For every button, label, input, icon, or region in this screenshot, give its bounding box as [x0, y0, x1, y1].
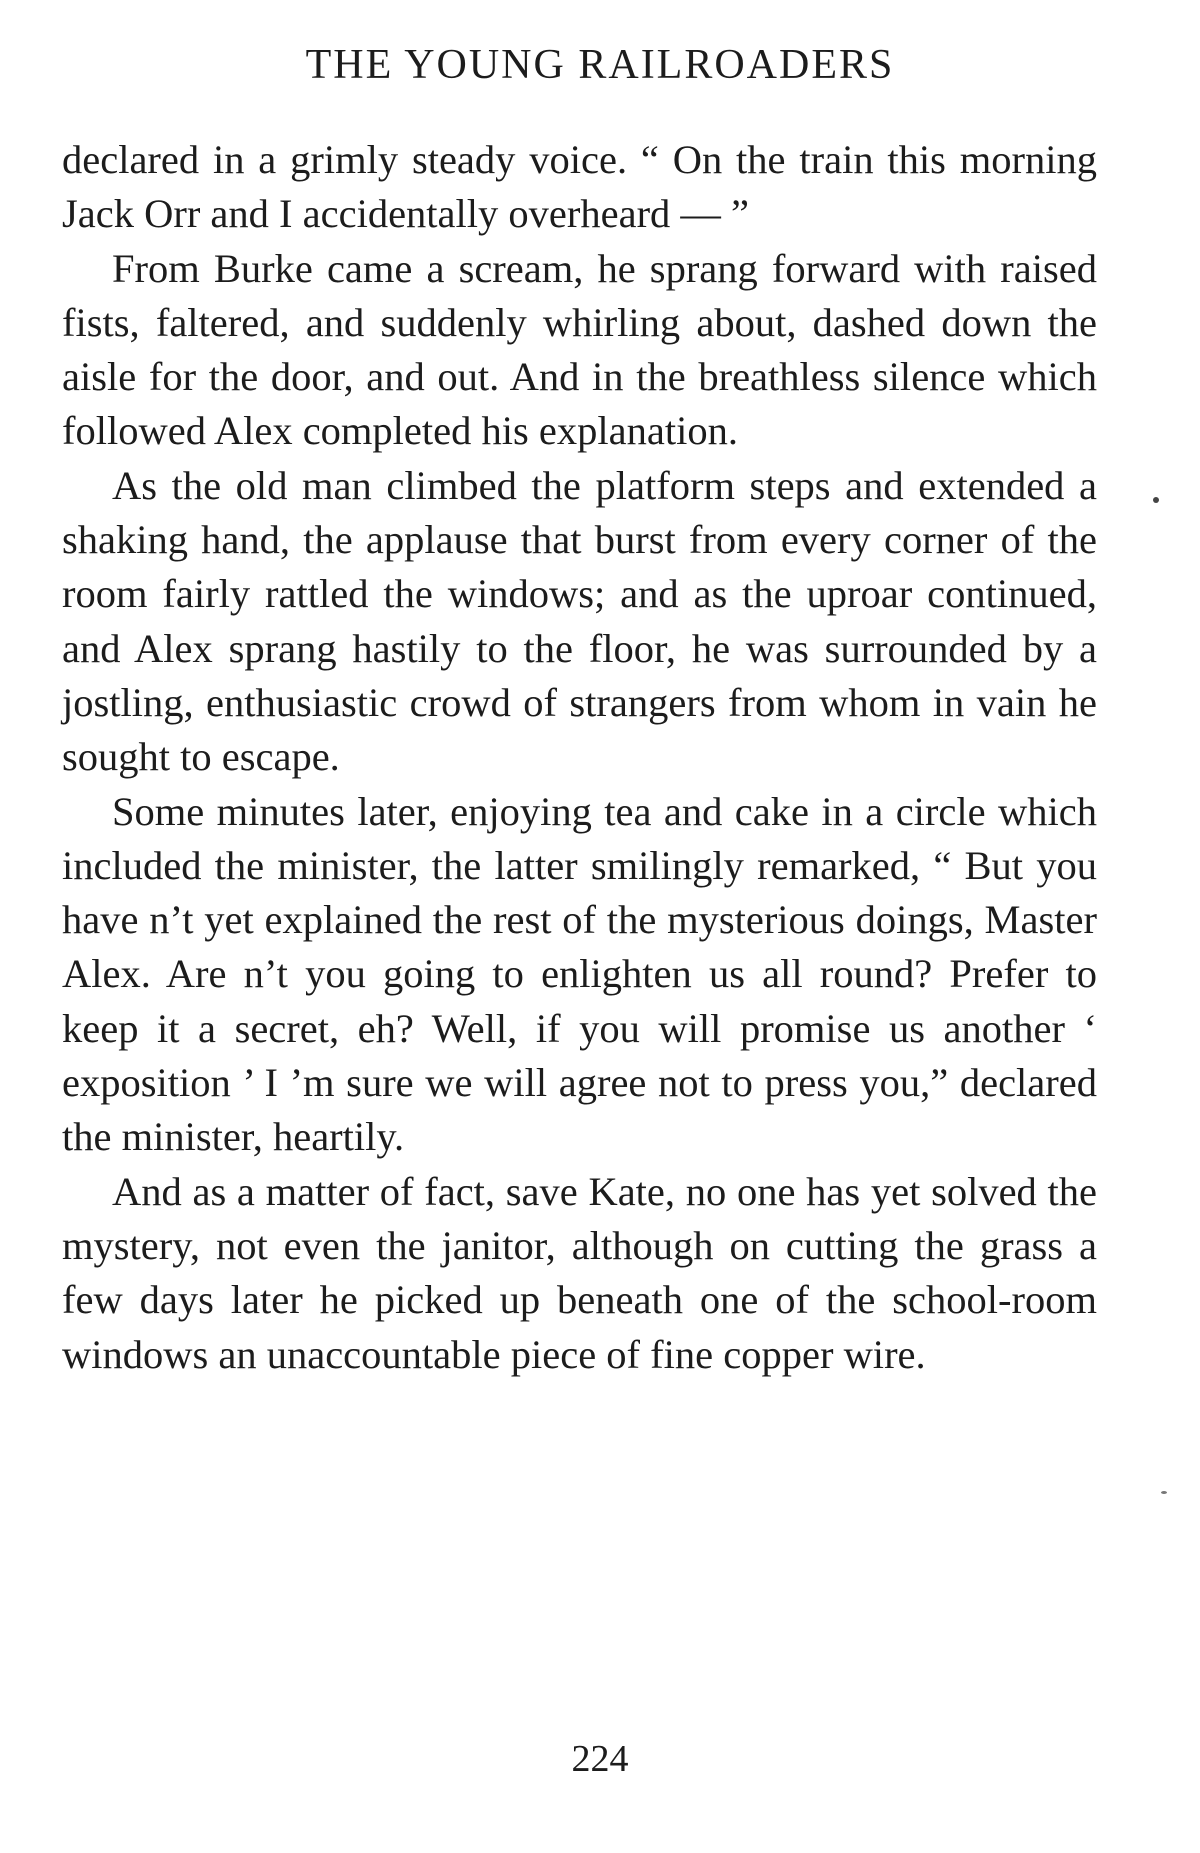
paragraph: Some minutes later, enjoying tea and cake in a circle which included the minister, the latter smilingly remarked, “ But you have n’t yet explained the rest of the mysterious doings, Master Alex. Are n’t you going to enlighten us all round? Prefer to keep it a secret, eh? Well, if you will promise us another ‘ exposition ’ I ’m sure we will agree not to press you,” declared the minister, heartily. — [62, 788, 1097, 1160]
paragraph-continued: declared in a grimly steady voice. “ On the train this morning Jack Orr and I accidentally overheard — ” — [62, 137, 1097, 237]
running-head: THE YOUNG RAILROADERS — [305, 42, 895, 88]
ink-speck — [1161, 1491, 1167, 1494]
page-number: 224 — [571, 1738, 629, 1780]
ink-speck — [1153, 497, 1159, 503]
paragraph: From Burke came a scream, he sprang forward with raised fists, faltered, and suddenly whirling about, dashed down the aisle for the door, and out. And in the breathless silence which followed Alex completed his explanation. — [62, 245, 1097, 454]
paragraph: And as a matter of fact, save Kate, no one has yet solved the mystery, not even the janitor, although on cutting the grass a few days later he picked up beneath one of the school-room windows an unaccountable piece of fine copper wire. — [62, 1168, 1097, 1377]
paragraph: As the old man climbed the platform steps and extended a shaking hand, the applause that burst from every corner of the room fairly rattled the windows; and as the uproar continued, and Alex sprang hastily to the floor, he was surrounded by a jostling, enthusiastic crowd of strangers from whom in vain he sought to escape. — [62, 462, 1097, 780]
body-text — [62, 133, 1097, 1382]
